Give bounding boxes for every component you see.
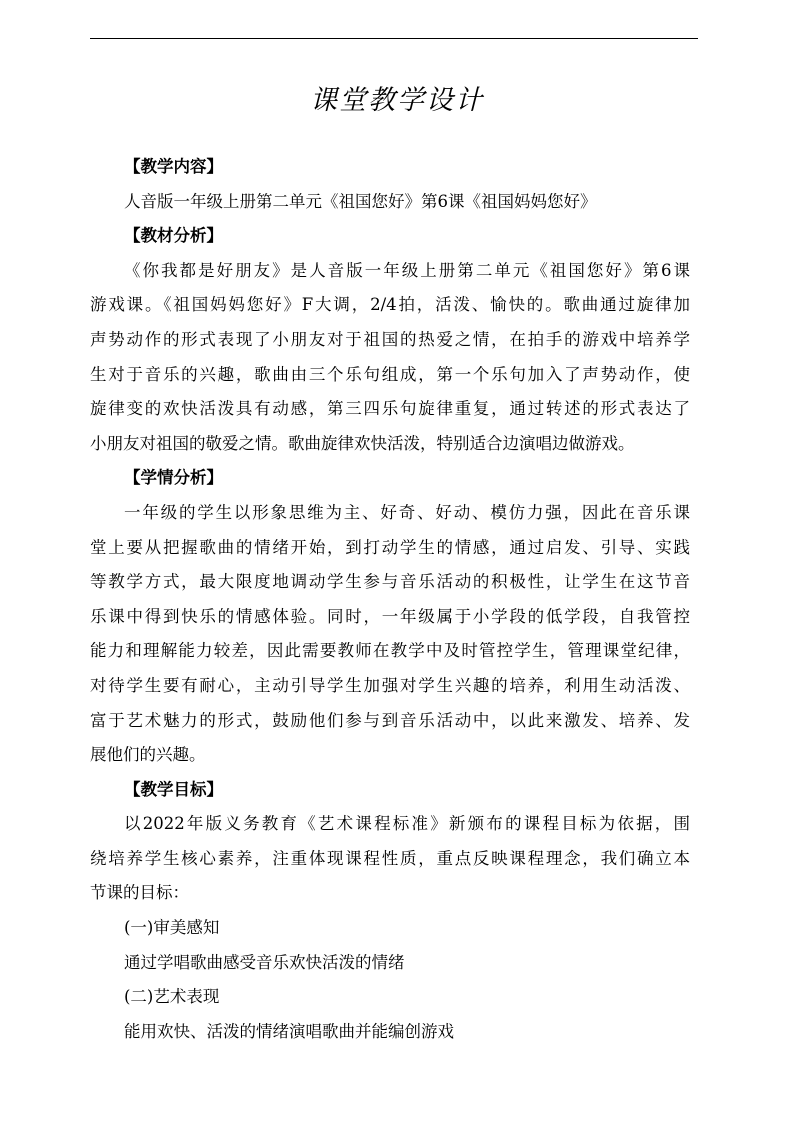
document-body	[90, 150, 690, 1049]
paragraph-line: 以2022年版义务教育《艺术课程标准》新颁布的课程目标为依据，围	[124, 814, 690, 834]
section-heading: 【教材分析】	[124, 226, 223, 246]
paragraph-line: 等教学方式，最大限度地调动学生参与音乐活动的积极性，让学生在这节音	[90, 572, 690, 592]
paragraph-line: 能力和理解能力较差，因此需要教师在教学中及时管控学生，管理课堂纪律，	[90, 641, 690, 661]
page-title: 课堂教学设计	[310, 85, 484, 116]
paragraph-line: 乐课中得到快乐的情感体验。同时，一年级属于小学段的低学段，自我管控	[90, 606, 690, 626]
paragraph-line: 绕培养学生核心素养，注重体现课程性质，重点反映课程理念，我们确立本	[90, 848, 690, 868]
paragraph-line: 一年级的学生以形象思维为主、好奇、好动、模仿力强，因此在音乐课	[124, 502, 690, 522]
paragraph-line: 通过学唱歌曲感受音乐欢快活泼的情绪	[124, 952, 405, 972]
header-rule	[90, 38, 698, 39]
section-heading: 【教学内容】	[124, 157, 223, 176]
section-heading: 【教学目标】	[124, 779, 223, 799]
paragraph-line: 游戏课。《祖国妈妈您好》F大调，2/4拍，活泼、愉快的。歌曲通过旋律加	[90, 295, 690, 315]
paragraph-line: 生对于音乐的兴趣，歌曲由三个乐句组成，第一个乐句加入了声势动作，使	[90, 364, 690, 384]
paragraph-line: 堂上要从把握歌曲的情绪开始，到打动学生的情感，通过启发、引导、实践	[90, 537, 690, 557]
section-heading: 【学情分析】	[124, 468, 223, 488]
paragraph-line: 旋律变的欢快活泼具有动感，第三四乐句旋律重复，通过转述的形式表达了	[90, 399, 690, 419]
paragraph-line: 《你我都是好朋友》是人音版一年级上册第二单元《祖国您好》第6课	[124, 260, 690, 280]
paragraph-line: (二)艺术表现	[124, 987, 220, 1007]
paragraph-line: 能用欢快、活泼的情绪演唱歌曲并能编创游戏	[124, 1021, 454, 1041]
paragraph-line: 对待学生要有耐心，主动引导学生加强对学生兴趣的培养，利用生动活泼、	[90, 675, 690, 695]
paragraph-line: (一)审美感知	[124, 918, 220, 938]
paragraph-line: 人音版一年级上册第二单元《祖国您好》第6课《祖国妈妈您好》	[124, 191, 597, 211]
paragraph-line: 展他们的兴趣。	[90, 745, 206, 765]
paragraph-line: 富于艺术魅力的形式，鼓励他们参与到音乐活动中，以此来激发、培养、发	[90, 710, 690, 730]
paragraph-line: 小朋友对祖国的敬爱之情。歌曲旋律欢快活泼，特别适合边演唱边做游戏。	[90, 433, 635, 453]
paragraph-line: 声势动作的形式表现了小朋友对于祖国的热爱之情，在拍手的游戏中培养学	[90, 329, 690, 349]
paragraph-line: 节课的目标：	[90, 883, 189, 903]
